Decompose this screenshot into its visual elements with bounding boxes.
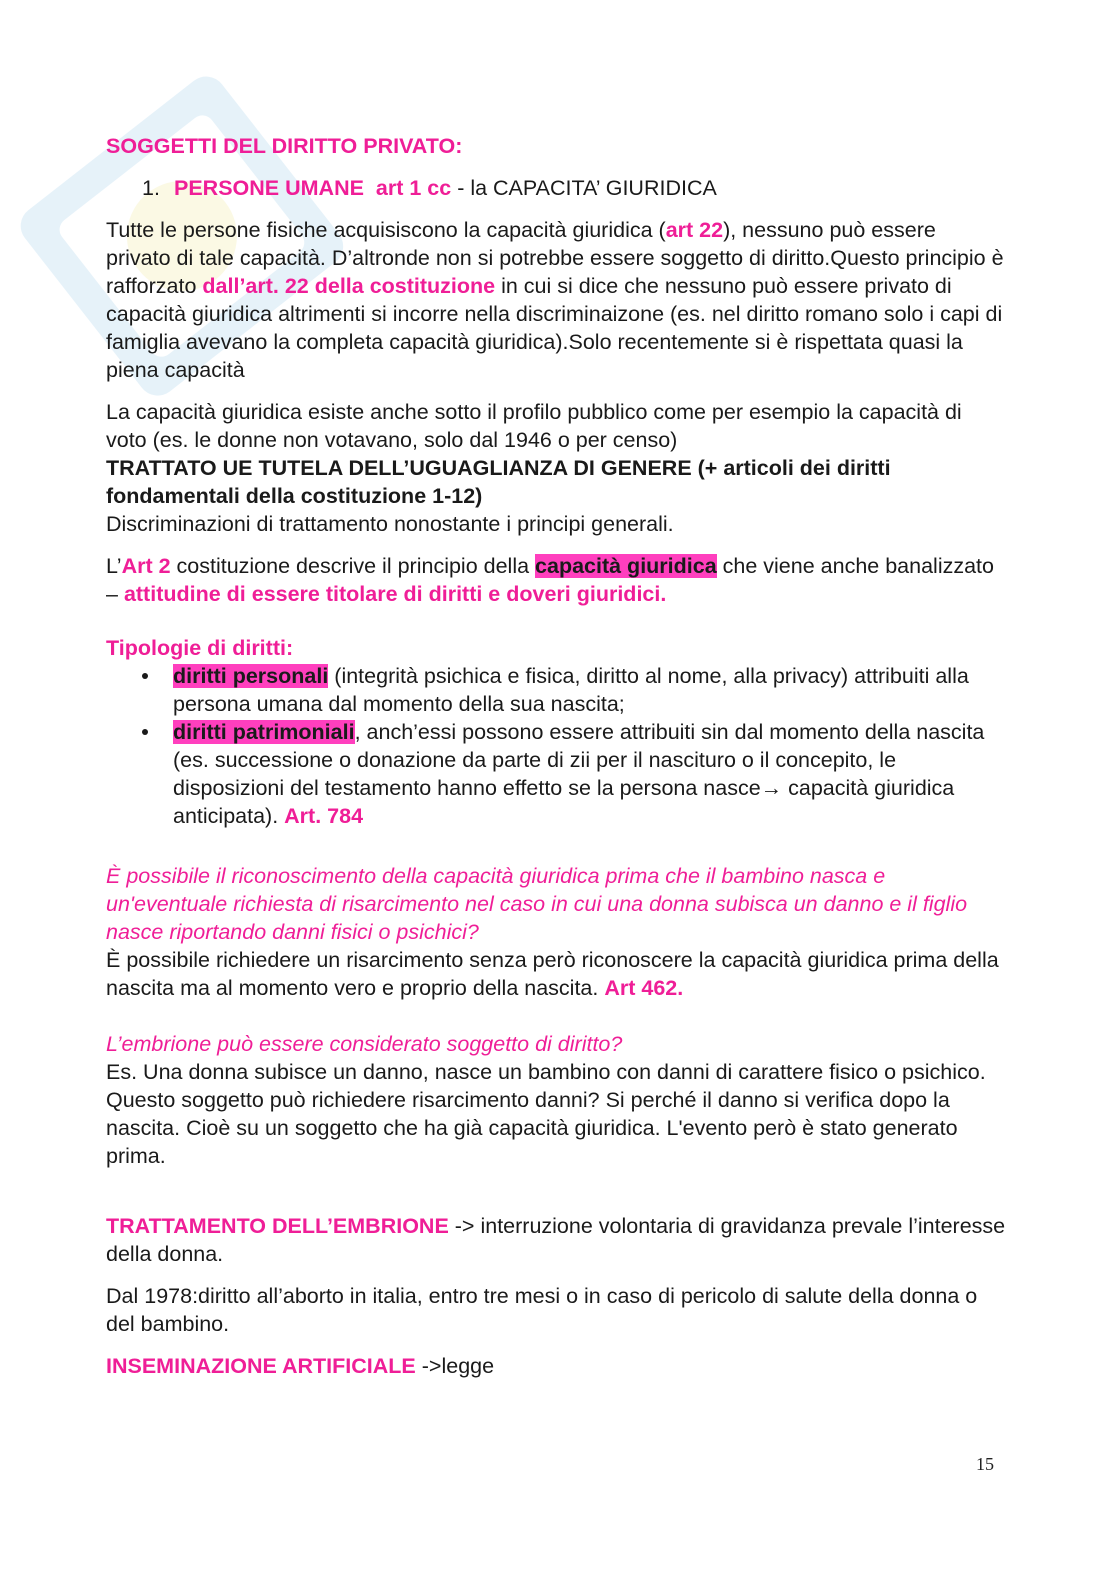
ref-art-22: art 22 [665, 218, 724, 242]
paragraph-profilo-pubblico: La capacità giuridica esiste anche sotto il profilo pubblico come per esempio la capacità di voto (es. le donne non votavano, solo dal 1946 o per censo) TRATTATO UE TUTELA DELL’UGUAGLIANZA DI GENERE (+ articoli dei diritti fondamentali della costituzione 1-12) Discriminazioni di trattamento nonostante i principi generali. [106, 398, 1006, 538]
paragraph-capacita: Tutte le persone fisiche acquisiscono la capacità giuridica (art 22), nessuno può essere privato di tale capacità. D’altronde non si potrebbe essere soggetto di diritto.Questo principio è rafforzato dall’art. 22 della costituzione in cui si dice che nessuno può essere privato di capacità giuridica altrimenti si incorre nella discriminaizone (es. nel diritto romano solo i capi di famiglia avevano la completa capacità giuridica).Solo recentemente si è rispettata quasi la piena capacità [106, 218, 1004, 382]
ref-art-2: Art 2 [121, 554, 171, 578]
item-article: art 1 cc [375, 176, 452, 200]
ref-art-784: Art. 784 [284, 804, 364, 828]
paragraph-embrione: TRATTAMENTO DELL’EMBRIONE -> interruzione volontaria di gravidanza prevale l’interesse della donna. [106, 1214, 1006, 1266]
document-page [106, 130, 1006, 1380]
answer-text: Es. Una donna subisce un danno, nasce un bambino con danni di carattere fisico o psichico. Questo soggetto può richiedere risarcimento danni? Si perché il danno si verifica dopo la nascita. Cioè su un soggetto che ha già capacità giuridica. L'evento però è stato generato prima. [106, 1060, 986, 1168]
ref-costituzione: dall’art. 22 della costituzione [202, 274, 496, 298]
tipologie-list [106, 662, 1006, 830]
page-number: 15 [976, 1454, 994, 1474]
highlight-term: diritti patrimoniali [173, 720, 355, 744]
inseminazione-title: INSEMINAZIONE ARTIFICIALE [106, 1354, 416, 1378]
item-rest: - la CAPACITA’ GIURIDICA [451, 176, 717, 200]
item-number: 1. [142, 176, 160, 200]
question-block-1 [106, 862, 1006, 1002]
paragraph-art-2: L’Art 2 costituzione descrive il principio della capacità giuridica che viene anche banalizzato – attitudine di essere titolare di diritti e doveri giuridici. [106, 554, 994, 606]
embrione-title: TRATTAMENTO DELL’EMBRIONE [106, 1214, 449, 1238]
numbered-item-persone-umane [106, 174, 1006, 202]
answer-text: È possibile richiedere un risarcimento senza però riconoscere la capacità giuridica prima della nascita ma al momento vero e proprio della nascita. Art 462. [106, 948, 999, 1000]
item-title: PERSONE UMANE [174, 176, 364, 200]
ref-art-462: Art 462. [604, 976, 684, 1000]
paragraph-inseminazione: INSEMINAZIONE ARTIFICIALE ->legge [106, 1354, 495, 1378]
question-block-2 [106, 1030, 1006, 1170]
tipologie-heading: Tipologie di diritti: [106, 636, 294, 660]
highlight-term: diritti personali [173, 664, 329, 688]
bullet-icon [142, 729, 148, 735]
question-text: L’embrione può essere considerato soggetto di diritto? [106, 1032, 623, 1056]
question-text: È possibile il riconoscimento della capacità giuridica prima che il bambino nasca e un'eventuale richiesta di risarcimento nel caso in cui una donna subisca un danno e il figlio nasce riportando danni fisici o psichici? [106, 864, 968, 944]
bullet-icon [142, 673, 148, 679]
item-text [174, 174, 717, 202]
list-item: diritti patrimoniali, anch’essi possono essere attribuiti sin dal momento della nascita (es. successione o donazione da parte di zii per il nascituro o il concepito, le disposizioni del testamento hanno effetto se la persona nasce→ capacità giuridica anticipata). Art. 784 [106, 718, 1006, 830]
trattato-ue-heading: TRATTATO UE TUTELA DELL’UGUAGLIANZA DI GENERE (+ articoli dei diritti fondamentali della costituzione 1-12) [106, 456, 891, 508]
definition: attitudine di essere titolare di diritti e doveri giuridici. [123, 582, 667, 606]
section-heading: SOGGETTI DEL DIRITTO PRIVATO: [106, 134, 463, 158]
highlight-capacita-giuridica: capacità giuridica [535, 554, 717, 578]
paragraph-aborto: Dal 1978:diritto all’aborto in italia, entro tre mesi o in caso di pericolo di salute della donna o del bambino. [106, 1284, 978, 1336]
list-item: diritti personali (integrità psichica e fisica, diritto al nome, alla privacy) attribuiti alla persona umana dal momento della sua nascita; [106, 662, 1006, 718]
